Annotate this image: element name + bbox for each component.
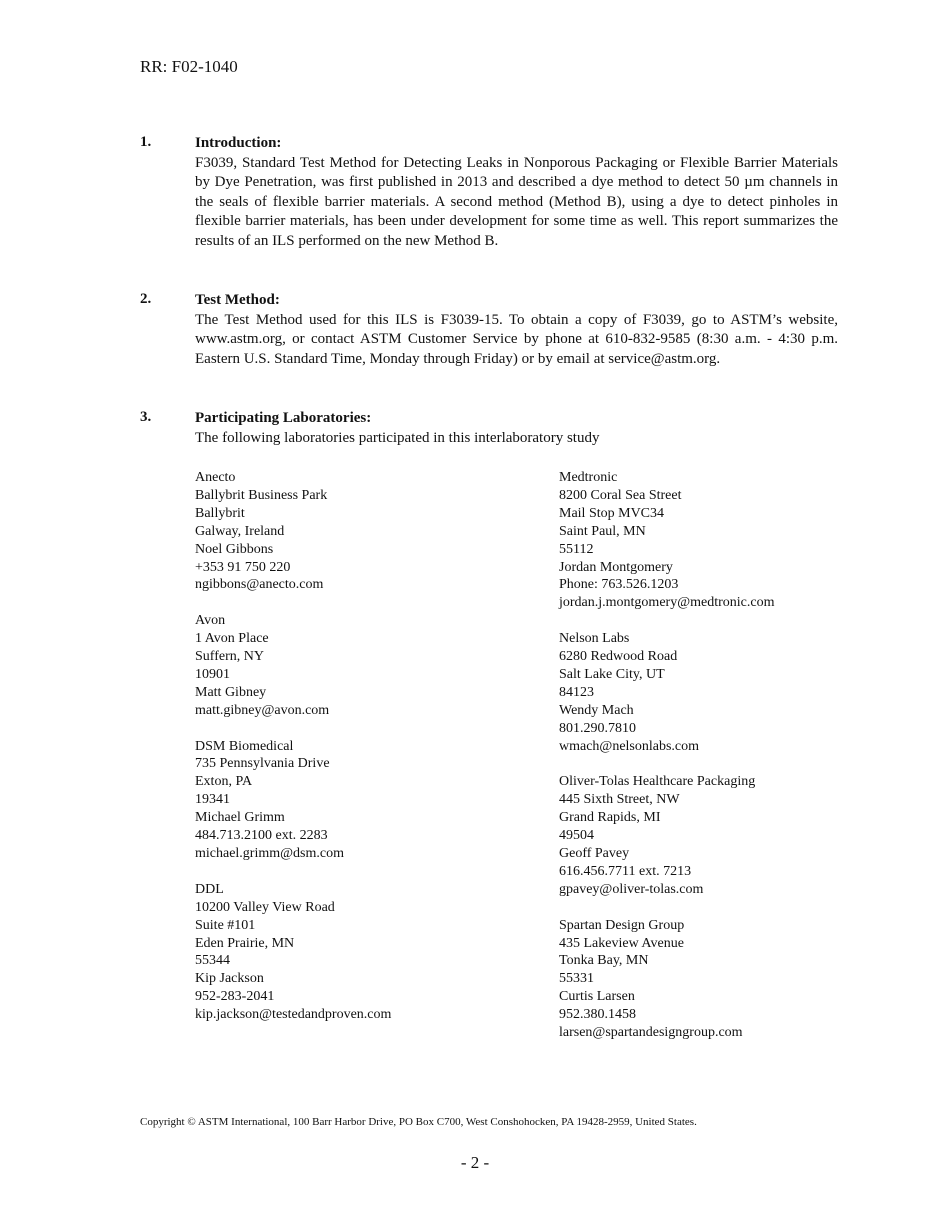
lab-detail-line: Noel Gibbons xyxy=(195,541,274,557)
lab-detail-line: Kip Jackson xyxy=(195,971,264,987)
section-title: Participating Laboratories: xyxy=(195,410,372,426)
lab-detail-line: 49504 xyxy=(559,828,594,844)
lab-detail-line: 55331 xyxy=(559,971,594,987)
lab-name: DSM Biomedical xyxy=(195,738,294,754)
lab-detail-line: michael.grimm@dsm.com xyxy=(195,846,344,861)
lab-name: Oliver-Tolas Healthcare Packaging xyxy=(559,774,756,790)
section-introduction xyxy=(140,134,838,252)
section-title: Introduction: xyxy=(195,135,282,151)
lab-detail-line: 19341 xyxy=(195,792,230,808)
lab-detail-line: 801.290.7810 xyxy=(559,720,636,736)
lab-detail-line: 84123 xyxy=(559,684,594,700)
lab-entry xyxy=(195,881,535,1024)
section-number: 1. xyxy=(140,134,152,150)
labs-column-right xyxy=(559,469,899,1060)
lab-detail-line: wmach@nelsonlabs.com xyxy=(559,738,700,754)
lab-detail-line: Ballybrit xyxy=(195,505,245,521)
lab-detail-line: larsen@spartandesigngroup.com xyxy=(559,1025,743,1041)
section-number: 3. xyxy=(140,409,152,425)
lab-entry xyxy=(559,469,899,612)
lab-detail-line: Salt Lake City, UT xyxy=(559,666,665,682)
lab-name: DDL xyxy=(195,881,224,897)
lab-detail-line: 952-283-2041 xyxy=(195,989,275,1005)
lab-detail-line: Suffern, NY xyxy=(195,649,264,665)
lab-detail-line: Curtis Larsen xyxy=(559,989,635,1005)
lab-detail-line: 484.713.2100 ext. 2283 xyxy=(195,828,328,844)
lab-detail-line: 6280 Redwood Road xyxy=(559,649,678,665)
lab-name: Medtronic xyxy=(559,470,618,485)
section-text: The Test Method used for this ILS is F3039-15. To obtain a copy of F3039, go to ASTM’s website, www.astm.org, or contact ASTM Customer Service by phone at 610-832-9585 (8:30 a.m. - 4:30 p.m. Eastern U.S. Standard Time, Monday through Friday) or by email at service@astm.org. xyxy=(195,311,838,367)
copyright-notice: Copyright © ASTM International, 100 Barr Harbor Drive, PO Box C700, West Conshohocken, PA 19428-2959, United States. xyxy=(140,1116,697,1128)
lab-detail-line: 10200 Valley View Road xyxy=(195,899,335,915)
lab-detail-line: jordan.j.montgomery@medtronic.com xyxy=(559,595,775,611)
lab-entry xyxy=(559,630,899,755)
lab-detail-line: Phone: 763.526.1203 xyxy=(559,577,679,593)
lab-entry xyxy=(559,917,899,1042)
lab-detail-line: Matt Gibney xyxy=(195,684,267,700)
lab-detail-line: 445 Sixth Street, NW xyxy=(559,792,680,808)
labs-column-left xyxy=(195,469,535,1042)
lab-entry xyxy=(195,469,535,594)
lab-detail-line: Suite #101 xyxy=(195,917,256,933)
page-number: - 2 - xyxy=(460,1153,490,1172)
section-title: Test Method: xyxy=(195,292,280,308)
lab-detail-line: Mail Stop MVC34 xyxy=(559,505,665,521)
lab-detail-line: Jordan Montgomery xyxy=(559,559,673,575)
section-text: F3039, Standard Test Method for Detecting Leaks in Nonporous Packaging or Flexible Barrier Materials by Dye Penetration, was first published in 2013 and described a dye method to detect 50 µm channels in the seals of flexible barrier materials. A second method (Method B), using a dye to detect pinholes in flexible barrier materials, has been under development for some time as well. This report summarizes the results of an ILS performed on the new Method B. xyxy=(195,154,838,249)
report-number-header: RR: F02-1040 xyxy=(140,57,238,76)
lab-detail-line: 8200 Coral Sea Street xyxy=(559,487,682,503)
lab-detail-line: 10901 xyxy=(195,666,230,682)
lab-name: Avon xyxy=(195,613,226,629)
lab-detail-line: Michael Grimm xyxy=(195,810,285,826)
lab-detail-line: Exton, PA xyxy=(195,774,253,790)
lab-entry xyxy=(559,773,899,898)
lab-name: Anecto xyxy=(195,470,236,485)
lab-detail-line: Galway, Ireland xyxy=(195,523,285,539)
section-text: The following laboratories participated in this interlaboratory study xyxy=(195,429,600,446)
lab-detail-line: matt.gibney@avon.com xyxy=(195,702,330,718)
lab-detail-line: Grand Rapids, MI xyxy=(559,810,661,826)
lab-detail-line: 952.380.1458 xyxy=(559,1007,636,1023)
lab-detail-line: Ballybrit Business Park xyxy=(195,487,328,503)
lab-detail-line: 55344 xyxy=(195,953,230,969)
lab-detail-line: Tonka Bay, MN xyxy=(559,953,649,969)
lab-name: Spartan Design Group xyxy=(559,917,685,933)
lab-detail-line: ngibbons@anecto.com xyxy=(195,577,324,593)
lab-detail-line: 735 Pennsylvania Drive xyxy=(195,756,330,772)
lab-detail-line: Eden Prairie, MN xyxy=(195,935,295,951)
section-test-method xyxy=(140,291,838,369)
lab-detail-line: 435 Lakeview Avenue xyxy=(559,935,684,951)
section-number: 2. xyxy=(140,291,152,307)
lab-entry xyxy=(195,738,535,863)
lab-detail-line: Geoff Pavey xyxy=(559,846,630,861)
lab-detail-line: Saint Paul, MN xyxy=(559,523,646,539)
lab-detail-line: 55112 xyxy=(559,541,594,557)
lab-name: Nelson Labs xyxy=(559,631,630,647)
lab-detail-line: +353 91 750 220 xyxy=(195,559,291,575)
lab-detail-line: 616.456.7711 ext. 7213 xyxy=(559,863,692,879)
lab-entry xyxy=(195,612,535,719)
lab-detail-line: Wendy Mach xyxy=(559,702,634,718)
lab-detail-line: 1 Avon Place xyxy=(195,631,269,647)
lab-detail-line: gpavey@oliver-tolas.com xyxy=(559,881,704,897)
section-participating-laboratories xyxy=(140,409,838,448)
lab-detail-line: kip.jackson@testedandproven.com xyxy=(195,1007,392,1023)
